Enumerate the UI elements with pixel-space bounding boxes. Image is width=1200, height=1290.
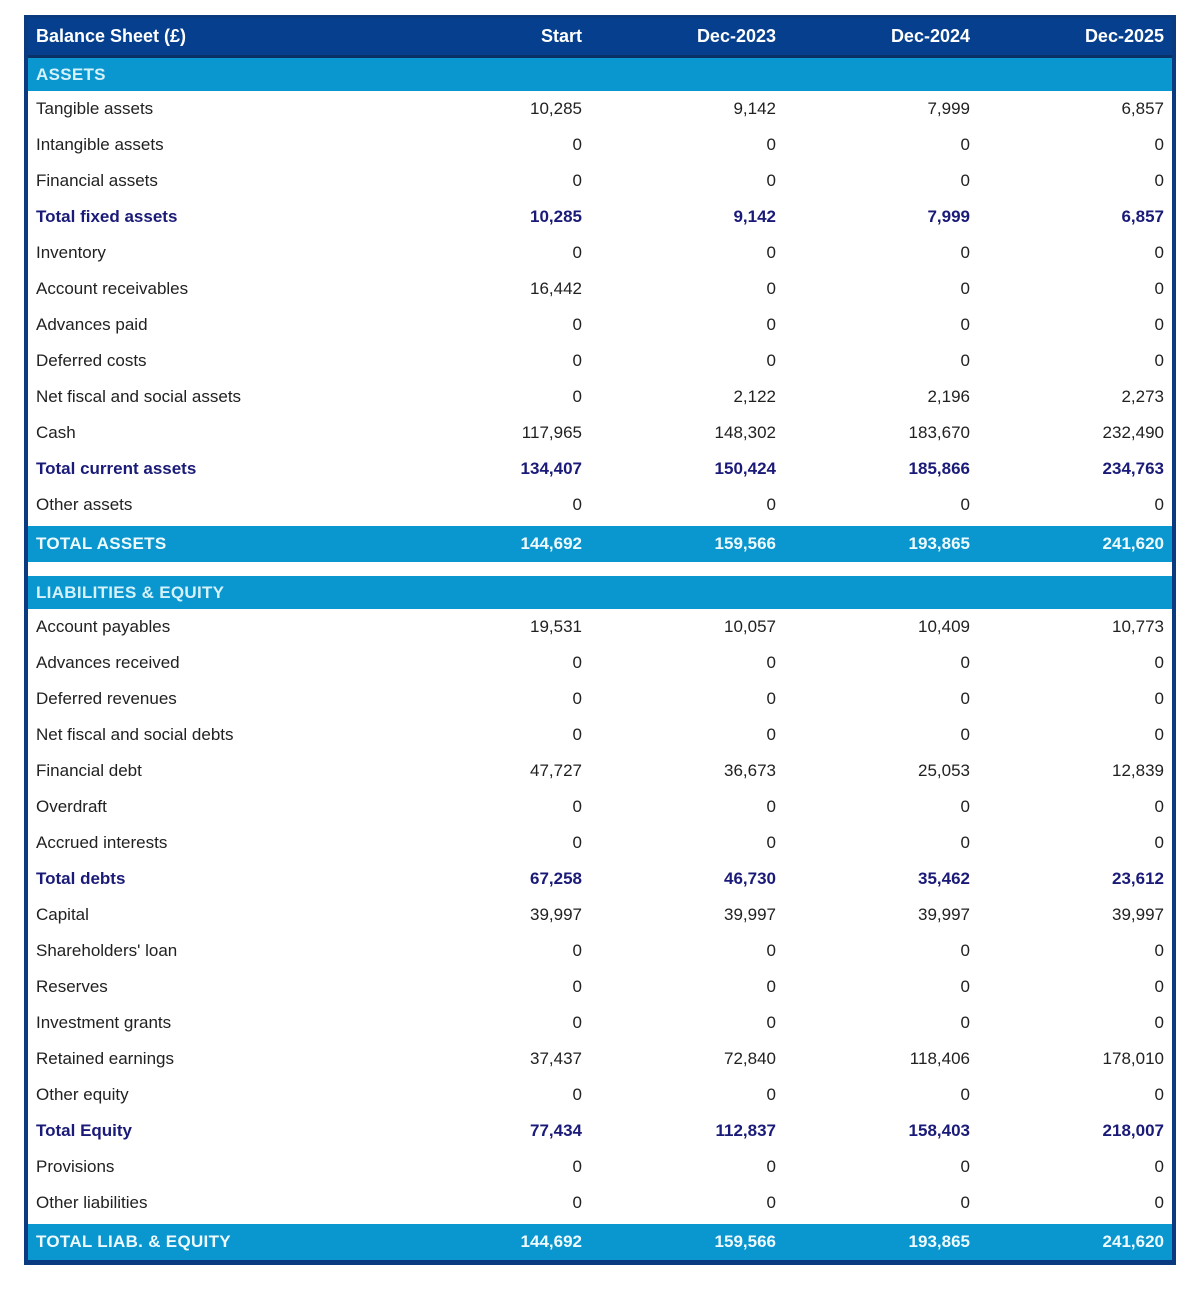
cell-value: 158,403	[784, 1113, 978, 1149]
cell-value: 0	[590, 235, 784, 271]
cell-value: 0	[784, 1149, 978, 1185]
cell-value: 0	[978, 271, 1172, 307]
cell-value: 0	[784, 1005, 978, 1041]
cell-value: 0	[978, 1185, 1172, 1223]
table-row	[28, 897, 1172, 933]
cell-value: 72,840	[590, 1041, 784, 1077]
row-label: Retained earnings	[28, 1041, 396, 1077]
cell-value: 234,763	[978, 451, 1172, 487]
col-header-dec-2025: Dec-2025	[978, 18, 1172, 57]
cell-value: 10,057	[590, 609, 784, 645]
cell-value: 2,196	[784, 379, 978, 415]
cell-value: 0	[978, 487, 1172, 525]
row-label: Investment grants	[28, 1005, 396, 1041]
cell-value: 0	[590, 681, 784, 717]
cell-value: 0	[396, 1185, 590, 1223]
cell-value: 134,407	[396, 451, 590, 487]
row-label: Tangible assets	[28, 91, 396, 127]
cell-value: 117,965	[396, 415, 590, 451]
row-label: Advances received	[28, 645, 396, 681]
cell-value: 0	[978, 127, 1172, 163]
cell-value: 0	[590, 127, 784, 163]
cell-value: 0	[590, 789, 784, 825]
cell-value: 25,053	[784, 753, 978, 789]
cell-value: 0	[784, 645, 978, 681]
cell-value: 0	[396, 789, 590, 825]
cell-value: 36,673	[590, 753, 784, 789]
table-row	[28, 1077, 1172, 1113]
balance-sheet-table	[28, 18, 1172, 1260]
cell-value: 0	[978, 825, 1172, 861]
cell-value: 148,302	[590, 415, 784, 451]
table-row	[28, 343, 1172, 379]
cell-value: 0	[978, 307, 1172, 343]
grand-total-value: 144,692	[396, 1223, 590, 1261]
cell-value: 150,424	[590, 451, 784, 487]
cell-value: 0	[396, 717, 590, 753]
cell-value: 10,285	[396, 199, 590, 235]
grand-total-value: 159,566	[590, 1223, 784, 1261]
grand-total-row	[28, 1223, 1172, 1261]
cell-value: 0	[590, 1149, 784, 1185]
cell-value: 0	[978, 163, 1172, 199]
section-header-label: LIABILITIES & EQUITY	[28, 576, 1172, 609]
cell-value: 0	[590, 163, 784, 199]
table-row	[28, 825, 1172, 861]
table-row	[28, 1149, 1172, 1185]
cell-value: 0	[784, 127, 978, 163]
col-header-start: Start	[396, 18, 590, 57]
cell-value: 35,462	[784, 861, 978, 897]
row-label: Intangible assets	[28, 127, 396, 163]
cell-value: 0	[396, 645, 590, 681]
cell-value: 12,839	[978, 753, 1172, 789]
row-label: Shareholders' loan	[28, 933, 396, 969]
grand-total-value: 241,620	[978, 1223, 1172, 1261]
cell-value: 178,010	[978, 1041, 1172, 1077]
cell-value: 67,258	[396, 861, 590, 897]
cell-value: 10,285	[396, 91, 590, 127]
grand-total-label: TOTAL LIAB. & EQUITY	[28, 1223, 396, 1261]
cell-value: 0	[590, 1077, 784, 1113]
cell-value: 7,999	[784, 91, 978, 127]
cell-value: 112,837	[590, 1113, 784, 1149]
balance-sheet	[24, 15, 1176, 1265]
table-row	[28, 307, 1172, 343]
cell-value: 10,773	[978, 609, 1172, 645]
cell-value: 10,409	[784, 609, 978, 645]
cell-value: 0	[396, 343, 590, 379]
cell-value: 19,531	[396, 609, 590, 645]
cell-value: 0	[396, 1077, 590, 1113]
cell-value: 0	[590, 307, 784, 343]
row-label: Overdraft	[28, 789, 396, 825]
cell-value: 0	[590, 717, 784, 753]
row-label: Net fiscal and social debts	[28, 717, 396, 753]
row-label: Cash	[28, 415, 396, 451]
cell-value: 0	[978, 681, 1172, 717]
row-label: Total Equity	[28, 1113, 396, 1149]
cell-value: 0	[396, 1005, 590, 1041]
table-row	[28, 789, 1172, 825]
col-header-dec-2023: Dec-2023	[590, 18, 784, 57]
cell-value: 185,866	[784, 451, 978, 487]
row-label: Other liabilities	[28, 1185, 396, 1223]
cell-value: 0	[784, 717, 978, 753]
table-title: Balance Sheet (£)	[28, 18, 396, 57]
section-spacer	[28, 562, 1172, 576]
row-label: Capital	[28, 897, 396, 933]
cell-value: 0	[784, 235, 978, 271]
cell-value: 9,142	[590, 91, 784, 127]
grand-total-value: 193,865	[784, 1223, 978, 1261]
cell-value: 0	[396, 1149, 590, 1185]
subtotal-row	[28, 199, 1172, 235]
table-row	[28, 163, 1172, 199]
cell-value: 0	[978, 789, 1172, 825]
cell-value: 0	[784, 1185, 978, 1223]
table-row	[28, 127, 1172, 163]
subtotal-row	[28, 1113, 1172, 1149]
cell-value: 47,727	[396, 753, 590, 789]
row-label: Deferred revenues	[28, 681, 396, 717]
row-label: Total current assets	[28, 451, 396, 487]
cell-value: 0	[784, 487, 978, 525]
cell-value: 0	[590, 933, 784, 969]
cell-value: 0	[396, 487, 590, 525]
cell-value: 2,273	[978, 379, 1172, 415]
table-row	[28, 753, 1172, 789]
cell-value: 77,434	[396, 1113, 590, 1149]
row-label: Reserves	[28, 969, 396, 1005]
grand-total-value: 144,692	[396, 525, 590, 563]
cell-value: 23,612	[978, 861, 1172, 897]
row-label: Financial assets	[28, 163, 396, 199]
cell-value: 0	[590, 969, 784, 1005]
cell-value: 0	[784, 825, 978, 861]
cell-value: 0	[590, 487, 784, 525]
cell-value: 0	[590, 1185, 784, 1223]
table-row	[28, 681, 1172, 717]
cell-value: 0	[978, 1077, 1172, 1113]
row-label: Account receivables	[28, 271, 396, 307]
row-label: Other assets	[28, 487, 396, 525]
cell-value: 39,997	[784, 897, 978, 933]
header-row	[28, 18, 1172, 57]
table-row	[28, 415, 1172, 451]
cell-value: 0	[784, 163, 978, 199]
row-label: Total debts	[28, 861, 396, 897]
cell-value: 0	[396, 235, 590, 271]
cell-value: 0	[396, 681, 590, 717]
col-header-dec-2024: Dec-2024	[784, 18, 978, 57]
subtotal-row	[28, 861, 1172, 897]
table-row	[28, 933, 1172, 969]
table-row	[28, 379, 1172, 415]
row-label: Account payables	[28, 609, 396, 645]
cell-value: 0	[978, 717, 1172, 753]
grand-total-value: 159,566	[590, 525, 784, 563]
table-row	[28, 487, 1172, 525]
cell-value: 9,142	[590, 199, 784, 235]
row-label: Accrued interests	[28, 825, 396, 861]
cell-value: 0	[978, 235, 1172, 271]
table-row	[28, 1005, 1172, 1041]
cell-value: 232,490	[978, 415, 1172, 451]
cell-value: 39,997	[396, 897, 590, 933]
cell-value: 46,730	[590, 861, 784, 897]
table-row	[28, 1185, 1172, 1223]
cell-value: 0	[396, 825, 590, 861]
cell-value: 6,857	[978, 91, 1172, 127]
cell-value: 0	[978, 1149, 1172, 1185]
cell-value: 0	[784, 343, 978, 379]
section-header-row	[28, 576, 1172, 609]
table-row	[28, 271, 1172, 307]
section-header-label: ASSETS	[28, 57, 1172, 92]
grand-total-value: 193,865	[784, 525, 978, 563]
cell-value: 0	[396, 379, 590, 415]
cell-value: 0	[396, 969, 590, 1005]
row-label: Other equity	[28, 1077, 396, 1113]
cell-value: 2,122	[590, 379, 784, 415]
section-header-row	[28, 57, 1172, 92]
grand-total-label: TOTAL ASSETS	[28, 525, 396, 563]
table-row	[28, 609, 1172, 645]
grand-total-value: 241,620	[978, 525, 1172, 563]
row-label: Financial debt	[28, 753, 396, 789]
cell-value: 183,670	[784, 415, 978, 451]
cell-value: 0	[396, 307, 590, 343]
table-row	[28, 235, 1172, 271]
table-row	[28, 717, 1172, 753]
cell-value: 0	[590, 645, 784, 681]
row-label: Total fixed assets	[28, 199, 396, 235]
grand-total-row	[28, 525, 1172, 563]
table-row	[28, 969, 1172, 1005]
cell-value: 0	[978, 969, 1172, 1005]
cell-value: 0	[590, 825, 784, 861]
cell-value: 0	[784, 933, 978, 969]
cell-value: 118,406	[784, 1041, 978, 1077]
table-row	[28, 91, 1172, 127]
cell-value: 37,437	[396, 1041, 590, 1077]
cell-value: 0	[396, 933, 590, 969]
table-row	[28, 1041, 1172, 1077]
cell-value: 0	[978, 1005, 1172, 1041]
row-label: Provisions	[28, 1149, 396, 1185]
cell-value: 0	[784, 307, 978, 343]
row-label: Deferred costs	[28, 343, 396, 379]
cell-value: 0	[590, 343, 784, 379]
cell-value: 0	[590, 271, 784, 307]
cell-value: 218,007	[978, 1113, 1172, 1149]
cell-value: 0	[784, 1077, 978, 1113]
cell-value: 0	[784, 789, 978, 825]
cell-value: 39,997	[590, 897, 784, 933]
cell-value: 0	[978, 933, 1172, 969]
cell-value: 0	[978, 343, 1172, 379]
section-spacer-cell	[28, 562, 1172, 576]
cell-value: 0	[396, 127, 590, 163]
cell-value: 0	[784, 969, 978, 1005]
cell-value: 7,999	[784, 199, 978, 235]
subtotal-row	[28, 451, 1172, 487]
table-row	[28, 645, 1172, 681]
row-label: Advances paid	[28, 307, 396, 343]
cell-value: 39,997	[978, 897, 1172, 933]
cell-value: 16,442	[396, 271, 590, 307]
cell-value: 0	[590, 1005, 784, 1041]
cell-value: 0	[396, 163, 590, 199]
cell-value: 0	[784, 271, 978, 307]
row-label: Net fiscal and social assets	[28, 379, 396, 415]
cell-value: 0	[978, 645, 1172, 681]
row-label: Inventory	[28, 235, 396, 271]
cell-value: 6,857	[978, 199, 1172, 235]
cell-value: 0	[784, 681, 978, 717]
